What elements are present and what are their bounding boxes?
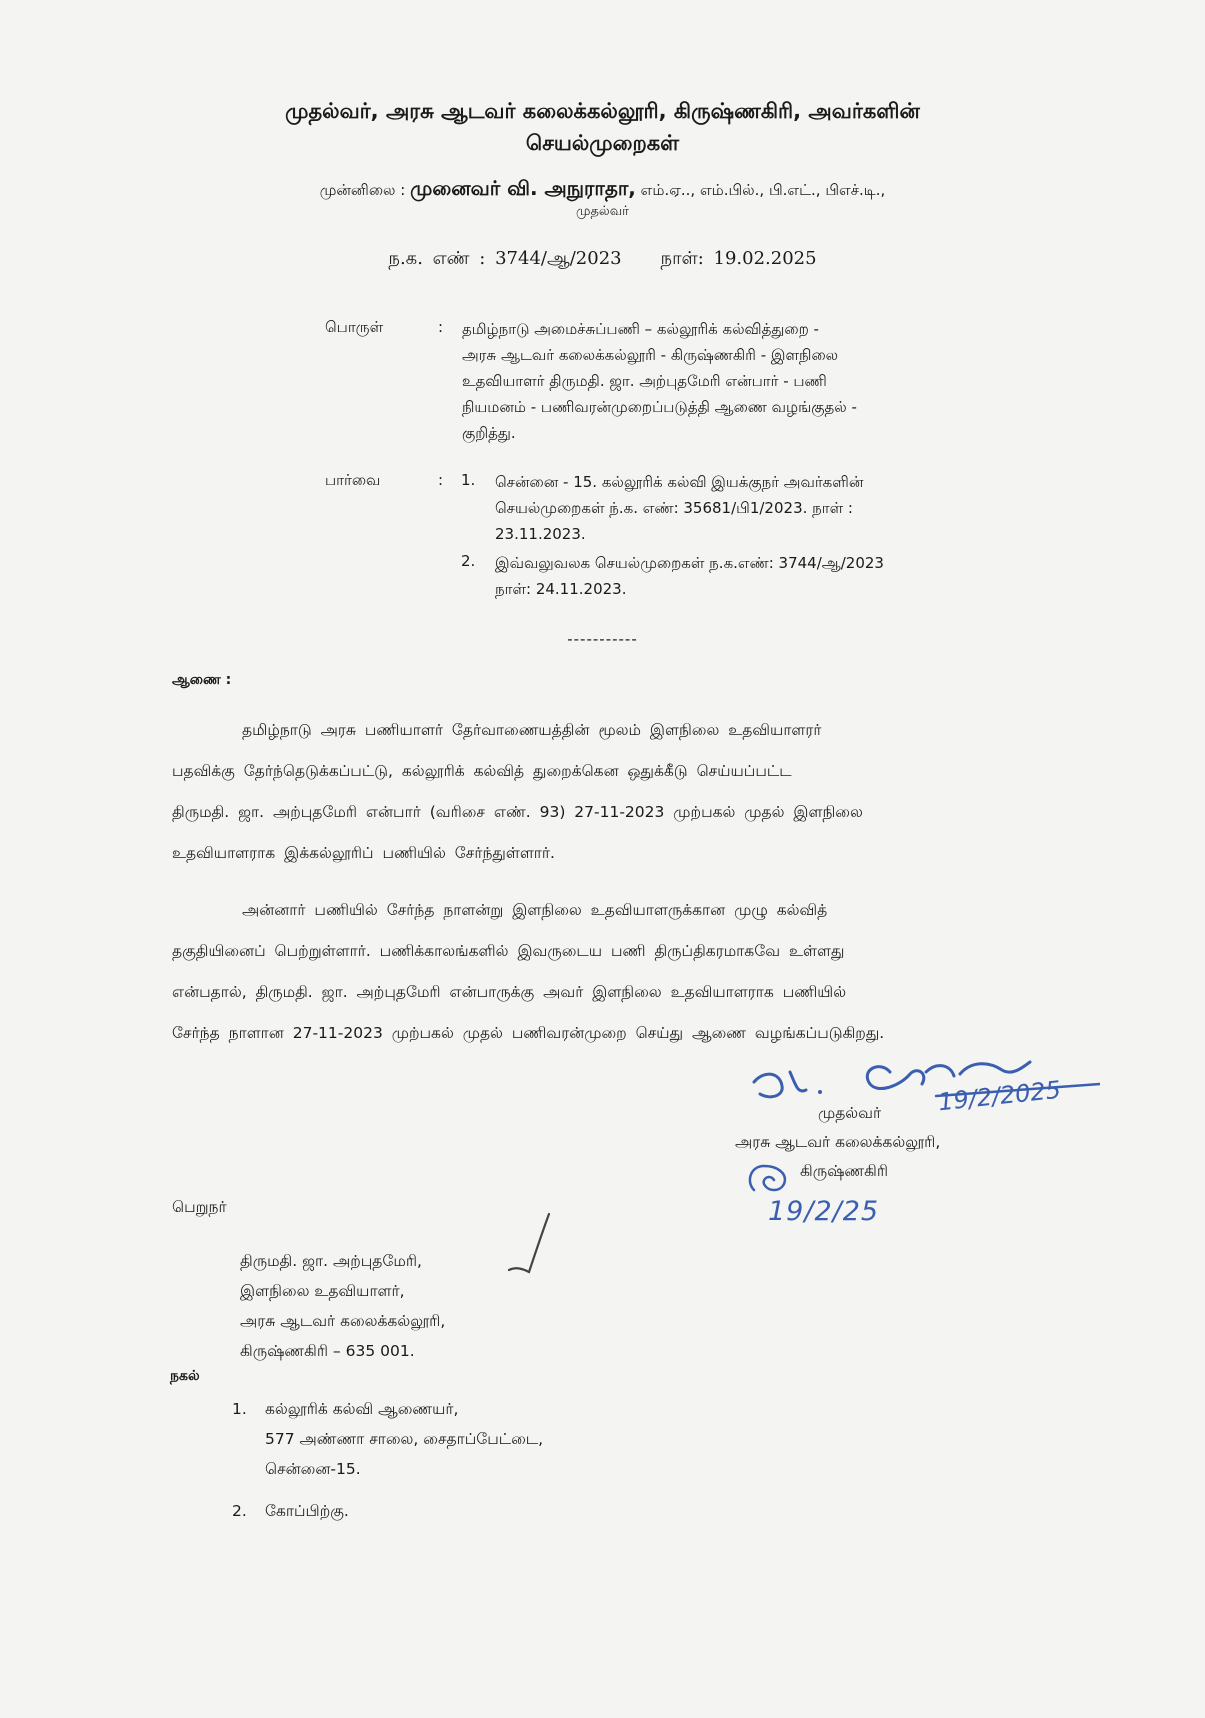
- para2-line-4: சேர்ந்த நாளான 27-11-2023 முற்பகல் முதல் பணிவரன்முறை செய்து ஆணை வழங்கப்படுகிறது.: [172, 1024, 885, 1042]
- references-label: பார்வை: [325, 471, 381, 489]
- para1-line-4: உதவியாளராக இக்கல்லூரிப் பணியில் சேர்ந்துள்ளார்.: [172, 844, 555, 862]
- copy-item-1-line-3: சென்னை-15.: [265, 1460, 361, 1478]
- date-label: நாள்:: [660, 248, 704, 269]
- presiding-line: [0, 176, 1205, 203]
- order-paragraph-1: [172, 710, 1076, 874]
- order-paragraph-2: [172, 890, 1076, 1054]
- date-value: 19.02.2025: [713, 248, 817, 269]
- reference-1-text: [495, 469, 1032, 547]
- para1-line-1: தமிழ்நாடு அரசு பணியாளர் தேர்வாணையத்தின் மூலம் இளநிலை உதவியாளரர்: [242, 721, 822, 739]
- para2-line-2: தகுதியினைப் பெற்றுள்ளார். பணிக்காலங்களில் இவருடைய பணி திருப்திகரமாகவே உள்ளது: [172, 942, 845, 960]
- recipient-line-3: அரசு ஆடவர் கலைக்கல்லூரி,: [240, 1312, 446, 1330]
- reference-2-line-1: இவ்வலுவலக செயல்முறைகள் ந.க.எண்: 3744/ஆ/2023: [495, 554, 884, 572]
- copy-item-2-text: கோப்பிற்கு.: [265, 1502, 349, 1520]
- reference-1-line-3: 23.11.2023.: [495, 525, 586, 543]
- presiding-role: முதல்வர்: [576, 204, 629, 219]
- subject-line-2: அரசு ஆடவர் கலைக்கல்லூரி - கிருஷ்ணகிரி - இளநிலை: [462, 346, 839, 364]
- para2-line-1: அன்னார் பணியில் சேர்ந்த நாளன்று இளநிலை உதவியாளருக்கான முழு கல்வித்: [242, 901, 828, 919]
- title-line-1: முதல்வர், அரசு ஆடவர் கலைக்கல்லூரி, கிருஷ்ணகிரி, அவர்களின்: [285, 99, 920, 123]
- copy-item-1-text: [265, 1394, 543, 1484]
- subject-colon: :: [438, 318, 444, 336]
- copy-item-1-number: 1.: [232, 1400, 247, 1418]
- handwritten-date-top: 19/2/2025: [936, 1075, 1063, 1117]
- copy-label: நகல்: [170, 1368, 200, 1384]
- subject-line-3: உதவியாளர் திருமதி. ஜா. அற்புதமேரி என்பார் - பணி: [462, 372, 827, 390]
- title-line-2: செயல்முறைகள்: [525, 131, 680, 155]
- para1-line-2: பதவிக்கு தேர்ந்தெடுக்கப்பட்டு, கல்லூரிக் கல்வித் துறைக்கென ஒதுக்கீடு செய்யப்பட்ட: [172, 762, 792, 780]
- ref-number: 3744/ஆ/2023: [495, 248, 622, 269]
- reference-1-line-2: செயல்முறைகள் ந்.க. எண்: 35681/பி1/2023. நாள் :: [495, 499, 853, 517]
- para1-line-3: திருமதி. ஜா. அற்புதமேரி என்பார் (வரிசை எண். 93) 27-11-2023 முற்பகல் முதல் இளநிலை: [172, 803, 863, 821]
- initial-mark-icon: [744, 1160, 792, 1196]
- copy-item-1-line-2: 577 அண்ணா சாலை, சைதாப்பேட்டை,: [265, 1430, 544, 1448]
- subject-line-4: நியமனம் - பணிவரன்முறைப்படுத்தி ஆணை வழங்குதல் -: [462, 398, 857, 416]
- recipient-label: பெறுநர்: [172, 1198, 227, 1216]
- ref-label: ந.க. எண் :: [388, 248, 486, 269]
- subject-label: பொருள்: [325, 318, 384, 336]
- order-label: ஆணை :: [172, 672, 232, 688]
- subject-text: [462, 316, 1032, 446]
- check-mark-icon: [505, 1208, 553, 1280]
- recipient-address: [240, 1246, 445, 1366]
- recipient-line-2: இளநிலை உதவியாளர்,: [240, 1282, 405, 1300]
- subject-line-1: தமிழ்நாடு அமைச்சுப்பணி – கல்லூரிக் கல்வித்துறை -: [462, 320, 819, 338]
- subject-line-5: குறித்து.: [462, 424, 516, 442]
- presiding-degrees: எம்.ஏ.., எம்.பில்., பி.எட்., பிஎச்.டி.,: [640, 181, 886, 199]
- signature-place: கிருஷ்ணகிரி: [800, 1162, 888, 1180]
- reference-1-line-1: சென்னை - 15. கல்லூரிக் கல்வி இயக்குநர் அவர்களின்: [495, 473, 864, 491]
- signature-college: அரசு ஆடவர் கலைக்கல்லூரி,: [735, 1133, 941, 1151]
- reference-2-number: 2.: [461, 552, 476, 570]
- recipient-line-4: கிருஷ்ணகிரி – 635 001.: [240, 1342, 415, 1360]
- copy-item-2-number: 2.: [232, 1502, 247, 1520]
- presiding-label: முன்னிலை :: [319, 181, 406, 199]
- signature-role: முதல்வர்: [818, 1104, 882, 1122]
- reference-2-line-2: நாள்: 24.11.2023.: [495, 580, 627, 598]
- para2-line-3: என்பதால், திருமதி. ஜா. அற்புதமேரி என்பாருக்கு அவர் இளநிலை உதவியாளராக பணியில்: [172, 983, 847, 1001]
- references-colon: :: [438, 471, 444, 489]
- reference-2-text: [495, 550, 1032, 602]
- reference-1-number: 1.: [461, 471, 476, 489]
- copy-item-1-line-1: கல்லூரிக் கல்வி ஆணையர்,: [265, 1400, 459, 1418]
- recipient-line-1: திருமதி. ஜா. அற்புதமேரி,: [240, 1252, 422, 1270]
- reference-line: [0, 248, 1205, 271]
- separator: -----------: [567, 630, 638, 648]
- handwritten-date-bottom: 19/2/25: [768, 1196, 880, 1227]
- presiding-name: முனைவர் வி. அநுராதா,: [410, 176, 636, 200]
